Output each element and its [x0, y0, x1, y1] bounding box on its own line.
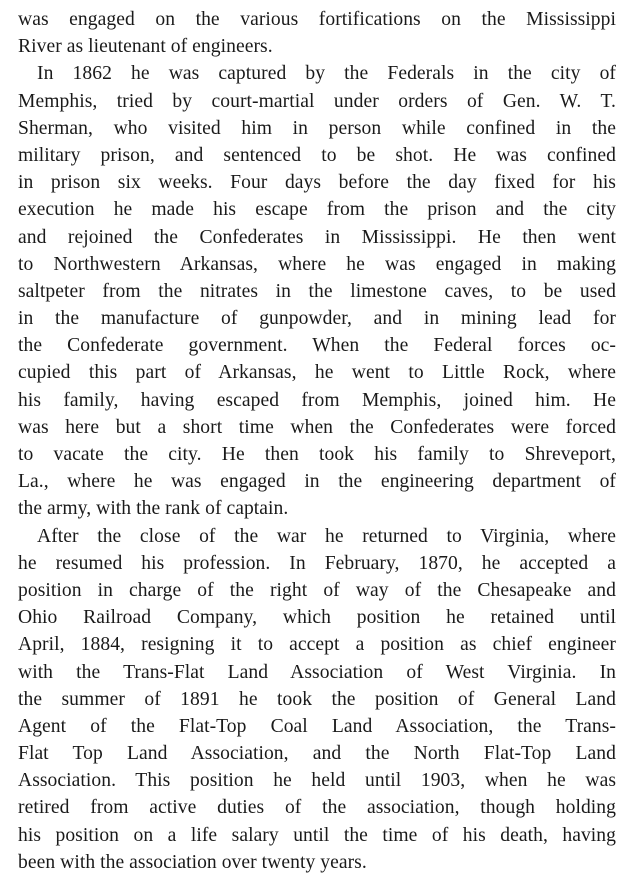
text-line: saltpeter from the nitrates in the limestone caves, to be used: [18, 280, 616, 302]
text-line: cupied this part of Arkansas, he went to Little Rock, where: [18, 362, 616, 384]
text-line: been with the association over twenty years.: [18, 851, 367, 873]
text-line: Agent of the Flat-Top Coal Land Association, the Trans-: [18, 715, 616, 737]
text-line: La., where he was engaged in the engineering department of: [18, 471, 616, 493]
text-line: Memphis, tried by court-martial under orders of Gen. W. T.: [18, 90, 616, 112]
text-line: in prison six weeks. Four days before the day fixed for his: [18, 172, 616, 194]
document-page: [18, 6, 616, 876]
text-line: to vacate the city. He then took his family to Shreveport,: [18, 444, 616, 465]
text-line: was engaged on the various fortifications on the Mississippi: [18, 9, 616, 30]
text-line: Association. This position he held until 1903, when he was: [18, 770, 616, 792]
text-line: the summer of 1891 he took the position of General Land: [18, 688, 616, 710]
text-line: execution he made his escape from the prison and the city: [18, 199, 616, 221]
text-line: he resumed his profession. In February, 1870, he accepted a: [18, 552, 616, 574]
text-line: After the close of the war he returned to Virginia, where: [37, 525, 616, 547]
text-line: In 1862 he was captured by the Federals in the city of: [37, 63, 616, 85]
text-line: Flat Top Land Association, and the North Flat-Top Land: [18, 743, 616, 765]
paragraph-2: [18, 60, 616, 522]
text-line: position in charge of the right of way of the Chesapeake and: [18, 579, 616, 601]
text-line: his family, having escaped from Memphis, joined him. He: [18, 389, 616, 411]
text-line: the army, with the rank of captain.: [18, 498, 289, 520]
text-line: River as lieutenant of engineers.: [18, 36, 273, 58]
text-line: and rejoined the Confederates in Mississippi. He then went: [18, 226, 616, 248]
text-line: the Confederate government. When the Federal forces oc-: [18, 335, 616, 357]
text-line: with the Trans-Flat Land Association of West Virginia. In: [18, 661, 616, 683]
text-line: to Northwestern Arkansas, where he was engaged in making: [18, 253, 616, 275]
text-line: Ohio Railroad Company, which position he retained until: [18, 607, 616, 629]
paragraph-3: [18, 523, 616, 876]
text-line: April, 1884, resigning it to accept a position as chief engineer: [18, 634, 616, 656]
text-line: his position on a life salary until the time of his death, having: [18, 824, 616, 846]
text-line: military prison, and sentenced to be shot. He was confined: [18, 144, 616, 166]
text-line: in the manufacture of gunpowder, and in mining lead for: [18, 308, 616, 330]
paragraph-1: [18, 6, 616, 60]
text-line: was here but a short time when the Confederates were forced: [18, 416, 616, 438]
text-line: Sherman, who visited him in person while confined in the: [18, 117, 616, 139]
text-line: retired from active duties of the association, though holding: [18, 797, 616, 819]
